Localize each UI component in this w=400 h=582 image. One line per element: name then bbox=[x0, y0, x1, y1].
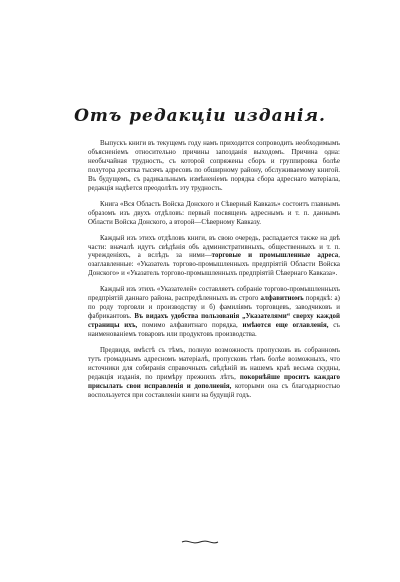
text-run: Каждый изъ этихъ «Указателей» составляетъ собраніе торгово-промышленныхъ предпріятій даннаго района, распредѣленныхъ въ строго bbox=[88, 286, 340, 303]
text-run: Каждый изъ этихъ отдѣловъ книги, въ свою очередь, распадается также на двѣ части: вначалѣ идутъ свѣдѣнія объ административныхъ, общественныхъ и т. п. учрежденіяхъ, а вслѣдъ за ними— bbox=[88, 234, 340, 260]
paragraph-sections bbox=[88, 235, 340, 280]
paragraph-request bbox=[88, 347, 340, 401]
text-run: которыми она съ благодарностью воспользуется при составленіи книги на будущій годъ. bbox=[88, 382, 340, 399]
page-title: Отъ редакціи изданія. bbox=[74, 106, 326, 126]
ornament-divider-icon bbox=[180, 538, 220, 546]
paragraph-indexes bbox=[88, 286, 340, 340]
emphasis-bold: покорнѣйше проситъ каждаго присылать свои исправленія и дополненія, bbox=[88, 373, 340, 390]
paragraph-delay: Выпускъ книги въ текущемъ году намъ приходится сопроводить необходимымъ объясненіемъ относительно причины запозданія выходомъ. Причина одна: необычайная трудность, съ которой сопряжены сборъ и группировка болѣе полутора десятка тысячъ адресовъ по обширному району, обслуживаемому книгой. Въ будущемъ, съ радикальнымъ измѣненіемъ порядка сбора адреснаго матеріала, редакція надѣется преодолѣть эту трудность. bbox=[88, 140, 340, 192]
text-run: помимо алфавитнаго порядка, bbox=[137, 322, 243, 330]
text-run: порядкѣ: а) по роду торговли и производству и б) фамиліямъ торговцевъ, заводчиковъ и фабрикантовъ. bbox=[88, 295, 340, 321]
text-run: съ наименованіемъ товаровъ или продуктовъ производства. bbox=[88, 322, 340, 339]
emphasis-bold: алфавитномъ bbox=[260, 295, 304, 303]
editorial-text bbox=[88, 140, 340, 408]
emphasis-bold: торговые и промышленные адреса bbox=[211, 252, 339, 260]
paragraph-book-structure: Книга «Вся Область Войска Донского и Сѣверный Кавказъ» состоитъ главнымъ образомъ изъ двухъ отдѣловъ: первый посвященъ адреснымъ и т. п. даннымъ Области Войска Донского, а второй—Сѣверному Кавказу. bbox=[88, 200, 340, 226]
emphasis-bold: имѣются еще оглавленія, bbox=[242, 322, 329, 330]
text-run: Предвидя, вмѣстѣ съ тѣмъ, полную возможность пропусковъ въ собранномъ тутъ громаднымъ адресномъ матеріалѣ, пропусковъ тѣмъ болѣе возможныхъ, что источники для собиранія справочныхъ свѣдѣній въ нашемъ краѣ весьма скудны, редакція изданія, по примѣру прежнихъ лѣтъ, bbox=[88, 347, 340, 381]
emphasis-bold: Въ видахъ удобства пользованія „Указателями“ сверху каждой страницы ихъ, bbox=[88, 313, 340, 330]
text-run: , озаглавленные: «Указатель торгово-промышленныхъ предпріятій Области Войска Донского» и «Указатель торгово-промышленныхъ предпріятій Сѣвернаго Кавказа». bbox=[88, 252, 341, 278]
